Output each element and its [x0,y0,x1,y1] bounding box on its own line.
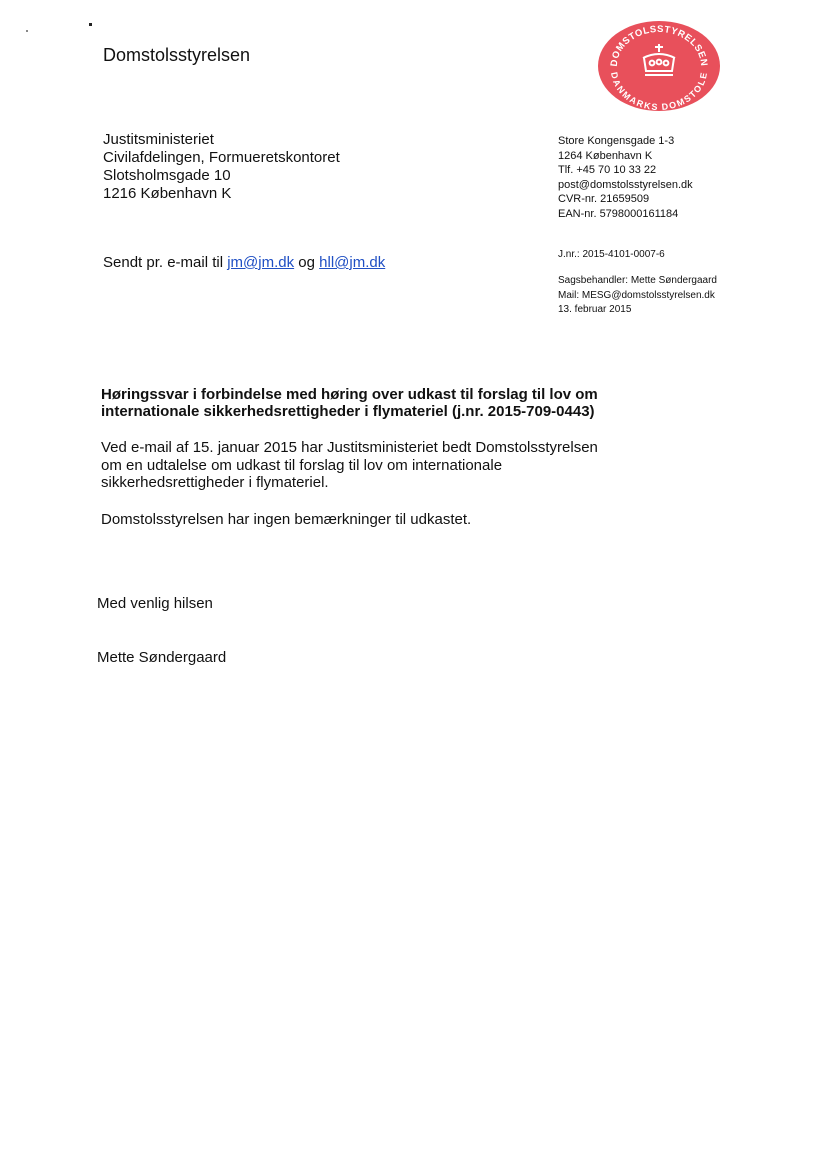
subject-heading [101,386,661,420]
journal-number: J.nr.: 2015-4101-0007-6 [558,249,665,260]
email-link-hll[interactable]: hll@jm.dk [319,254,386,271]
body-line: Ved e-mail af 15. januar 2015 har Justitsministeriet bedt Domstolsstyrelsen [101,439,598,456]
sent-prefix: Sendt pr. e-mail til [103,254,228,271]
body-line: om en udtalelse om udkast til forslag til lov om internationale [101,456,503,474]
sender-address [558,134,693,222]
signer-name: Mette Søndergaard [97,649,227,666]
seal-top-text: DOMSTOLSSTYRELSEN [608,23,710,68]
recipient-line: Civilafdelingen, Formueretskontoret [103,149,340,166]
sender-line: 1264 København K [558,149,653,162]
domstolsstyrelsen-logo [597,20,721,112]
subject-line: Høringssvar i forbindelse med høring over udkast til forslag til lov om [101,386,598,403]
sender-line: CVR-nr. 21659509 [558,193,650,206]
body-line: sikkerhedsrettigheder i flymateriel. [101,474,329,491]
sent-conjunction: og [294,254,320,271]
sender-line: Store Kongensgade 1-3 [558,135,675,147]
sender-line: post@domstolsstyrelsen.dk [558,178,693,191]
recipient-line: Justitsministeriet [103,131,214,148]
caseworker: Sagsbehandler: Mette Søndergaard [558,275,717,286]
closing-salutation: Med venlig hilsen [97,595,213,612]
body-paragraph [101,439,641,492]
email-link-jm[interactable]: jm@jm.dk [227,254,295,271]
scan-speck [89,23,92,26]
letter-date: 13. februar 2015 [558,304,632,315]
recipient-line: Slotsholmsgade 10 [103,167,231,184]
seal-bottom-text: DANMARKS DOMSTOLE [608,71,710,112]
subject-line: internationale sikkerhedsrettigheder i flymateriel (j.nr. 2015-709-0443) [101,403,595,420]
scan-speck [26,30,28,32]
sender-line: EAN-nr. 5798000161184 [558,207,679,220]
caseworker-mail: Mail: MESG@domstolsstyrelsen.dk [558,289,715,301]
organization-name: Domstolsstyrelsen [103,45,251,65]
sent-by-email-line [103,254,385,271]
body-paragraph: Domstolsstyrelsen har ingen bemærkninger til udkastet. [101,511,472,528]
case-meta [558,274,717,318]
sender-line: Tlf. +45 70 10 33 22 [558,164,657,177]
recipient-address [103,131,340,203]
recipient-line: 1216 København K [103,185,232,202]
